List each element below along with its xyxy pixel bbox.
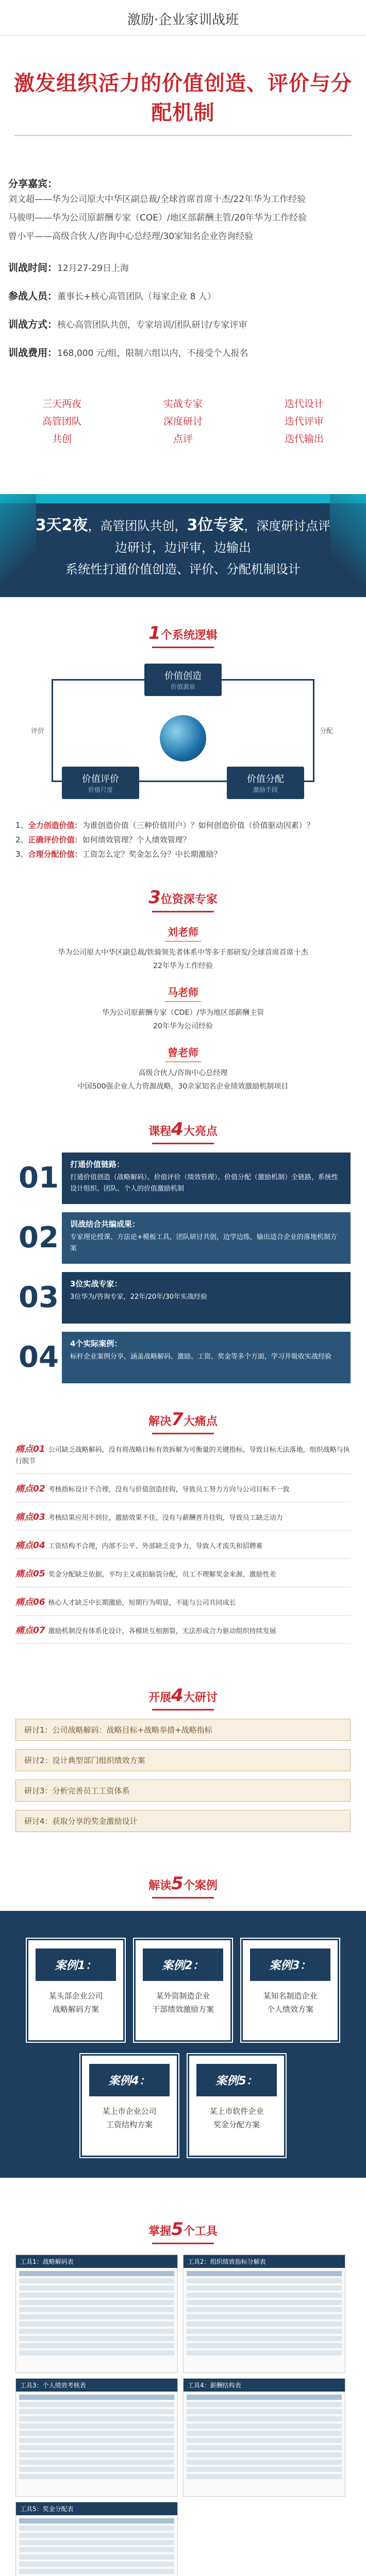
pain-tag: 痛点07 (15, 1625, 45, 1636)
expert-name: 刘老师 (168, 926, 198, 938)
section-prefix: 开展 (148, 1691, 172, 1704)
discussion-item: 研讨1：公司战略解码：战略目标+战略举措+战略指标 (15, 1719, 351, 1741)
questions-list (0, 813, 366, 861)
section-number: 3 (148, 887, 161, 908)
section-title: 大研讨 (183, 1691, 218, 1704)
section-title: 个案例 (183, 1879, 218, 1892)
case-title: 案例1： (36, 1948, 116, 1981)
tool-sheet (15, 2378, 178, 2497)
section-prefix: 掌握 (148, 2225, 172, 2238)
column-line: 迭代设计 (284, 398, 324, 410)
column-2 (142, 395, 224, 448)
highlight-desc: 3位华为/咨询专家，22年/20年/30年实战经验 (70, 1293, 208, 1301)
fee-value: 168,000 元/组，限制六组以内，不接受个人报名 (57, 348, 248, 359)
expert-desc: 中国500强企业人力资源战略，30余家知名企业绩效激励机制项目 (77, 1082, 289, 1091)
form-label: 训战方式： (8, 319, 58, 330)
case-desc: 工资结构方案 (106, 2120, 153, 2129)
section-underline (152, 1709, 214, 1710)
expert-card (0, 984, 366, 1033)
form-row (8, 317, 358, 331)
case-title: 案例2： (143, 1948, 223, 1981)
case-title: 案例3： (250, 1948, 330, 1981)
question-key: 全力创造价值： (28, 821, 82, 830)
section-pains (0, 1409, 366, 1434)
info-block (0, 141, 366, 359)
pain-text: 工资结构不合理，内部不公平、外部缺乏竞争力，导致人才流失和招聘难 (48, 1543, 263, 1550)
pain-item (15, 1535, 351, 1559)
tool-sheet (15, 2255, 178, 2373)
section-cases (0, 1873, 366, 1899)
column-line: 点评 (173, 433, 193, 445)
pain-text: 奖金分配缺乏依据，平均主义或拍脑袋分配，员工不理解奖金来源，激励性差 (48, 1571, 276, 1579)
case-card (134, 1939, 232, 2042)
section-discussions (0, 1685, 366, 1710)
highlight-box (62, 1153, 351, 1204)
highlight-item (15, 1153, 351, 1204)
question-row (15, 847, 351, 861)
section-underline (152, 1897, 214, 1899)
app-header (0, 0, 366, 36)
section-title: 个系统逻辑 (160, 629, 218, 642)
banner-text (0, 515, 366, 580)
section-highlights (0, 1119, 366, 1144)
pain-tag: 痛点05 (15, 1569, 45, 1579)
column-line: 实战专家 (163, 398, 203, 410)
column-line: 迭代输出 (284, 433, 324, 445)
case-desc: 战略解码方案 (52, 2005, 99, 2014)
tool-sheet (183, 2378, 345, 2497)
pain-item (15, 1438, 351, 1474)
banner-line-1 (0, 515, 366, 537)
expert-divider (165, 1061, 201, 1062)
column-1 (21, 395, 103, 448)
question-text: 为谁创造价值（三种价值用户）？如何创造价值（价值驱动因素）？ (82, 821, 314, 830)
expert-desc: 高级合伙人/咨询中心总经理 (138, 1069, 228, 1077)
case-row (0, 2054, 366, 2157)
section-underline (152, 647, 214, 648)
highlight-title: 3位实战专家： (70, 1279, 122, 1289)
expert-desc: 华为公司原薪酬专家（COE）/华为地区部薪酬主管 (102, 1009, 264, 1017)
tool-sheet (15, 2502, 178, 2576)
tool-grid (19, 2395, 174, 2479)
pain-text: 激励机制没有体系化设计，各模块互相割裂，无法形成合力驱动组织持续发展 (48, 1628, 276, 1635)
section-number: 4 (171, 1685, 184, 1706)
section-number: 1 (148, 623, 161, 643)
banner-days: 3天2夜 (35, 516, 88, 534)
speaker-row: 曾小平——高级合伙人/咨询中心总经理/30家知名企业咨询经验 (8, 231, 254, 242)
time-row (8, 260, 358, 274)
expert-divider (165, 1001, 201, 1002)
case-card (80, 2054, 178, 2157)
time-value: 12月27-29日上海 (57, 263, 129, 274)
banner-line-2: 边研讨，边评审，边输出 (115, 540, 251, 555)
expert-desc: 20年华为公司经验 (153, 1022, 213, 1030)
pain-tag: 痛点06 (15, 1597, 45, 1607)
tool-label: 工具5：奖金分配表 (16, 2502, 177, 2515)
section-experts (0, 887, 366, 912)
highlight-item (15, 1212, 351, 1264)
box-sub: 价值源泉 (170, 683, 195, 690)
fee-row (8, 345, 358, 359)
case-card (241, 1939, 339, 2042)
expert-name: 马老师 (168, 986, 198, 998)
speaker-row: 马骏明——华为公司原薪酬专家（COE）/地区部薪酬主管/20年华为工作经验 (8, 213, 307, 223)
highlight-box (62, 1332, 351, 1383)
box-title: 价值评价 (82, 774, 119, 785)
globe-icon (160, 715, 206, 761)
banner-strip (0, 494, 366, 503)
highlight-number: 01 (19, 1161, 59, 1195)
highlight-box (62, 1272, 351, 1324)
section-title: 位资深专家 (160, 893, 218, 906)
value-diagram (31, 658, 335, 813)
pain-tag: 痛点03 (15, 1512, 45, 1522)
highlight-number: 02 (19, 1221, 59, 1255)
expert-name: 曾老师 (168, 1046, 198, 1059)
question-text: 工资怎么定？奖金怎么分？中长期激励？ (82, 850, 222, 859)
section-title: 个工具 (183, 2225, 218, 2238)
value-distribution-box (227, 767, 304, 799)
section-tools (0, 2219, 366, 2244)
question-row (15, 818, 351, 833)
section-prefix: 解决 (148, 1415, 172, 1428)
column-line: 迭代评审 (284, 416, 324, 427)
case-title: 案例4： (89, 2064, 170, 2096)
banner-line-3: 系统性打通价值创造、评价、分配机制设计 (65, 562, 301, 577)
section-title: 大亮点 (183, 1125, 218, 1138)
section-number: 5 (171, 2219, 184, 2240)
banner-line-1d: ，深度研讨点评 (244, 519, 331, 533)
diagram-side-right: 分配 (320, 727, 334, 735)
question-key: 合理分配价值： (28, 850, 82, 859)
case-desc: 某上市企业公司 (102, 2107, 157, 2116)
case-desc: 干部绩效激励方案 (152, 2005, 214, 2014)
section-prefix: 课程 (148, 1125, 172, 1138)
question-num: 1、 (15, 821, 28, 830)
question-row (15, 833, 351, 847)
column-line: 共创 (52, 433, 72, 445)
pain-tag: 痛点01 (15, 1444, 45, 1454)
box-sub: 价值尺度 (88, 786, 113, 793)
discussion-item: 研讨2：设计典型部门组织绩效方案 (15, 1749, 351, 1771)
pain-item (15, 1591, 351, 1616)
section-title: 大痛点 (183, 1415, 218, 1428)
fee-label: 训战费用： (8, 347, 58, 359)
tool-grid (187, 2271, 342, 2355)
case-desc: 某上市软件企业 (209, 2107, 264, 2116)
expert-divider (165, 941, 201, 942)
three-columns (0, 359, 366, 448)
pain-item (15, 1506, 351, 1531)
box-sub: 激励手段 (253, 786, 278, 793)
highlight-title: 训战结合共编成果： (70, 1219, 140, 1229)
question-text: 如何绩效管理？个人绩效管理？ (82, 835, 191, 844)
section-number: 4 (171, 1119, 184, 1140)
pain-item (15, 1478, 351, 1502)
highlight-desc: 专家理论授课、方法论+模板工具，团队研讨共创，边学边练，输出适合企业的落地机制方案 (70, 1233, 337, 1252)
box-title: 价值分配 (247, 774, 284, 785)
discussion-item: 研讨4：获取分享的奖金激励设计 (15, 1810, 351, 1832)
pain-tag: 痛点02 (15, 1484, 45, 1494)
diagram-side-left: 评价 (31, 727, 45, 735)
question-num: 3、 (15, 850, 28, 859)
attendees-label: 参战人员： (8, 291, 58, 302)
expert-card (0, 1044, 366, 1093)
title-area (0, 36, 366, 141)
column-3 (263, 395, 345, 448)
section-underline (152, 1433, 214, 1434)
case-card (27, 1939, 125, 2042)
tool-grid (187, 2395, 342, 2479)
box-title: 价值创造 (164, 671, 202, 682)
section-underline (152, 911, 214, 912)
attendees-row (8, 289, 358, 302)
tool-sheet (183, 2255, 345, 2373)
expert-desc: 华为公司原大中华区副总裁/铁骑领先者体系中等多于那研发/全球首席首席十杰 (58, 948, 308, 957)
case-desc: 某知名制造企业 (263, 1991, 318, 2001)
case-card (188, 2054, 286, 2157)
tool-grid (19, 2518, 174, 2576)
pain-text: 考核指标设计不合理，没有与价值创造挂钩，导致员工努力方向与公司目标不一致 (48, 1486, 290, 1494)
question-num: 2、 (15, 835, 28, 844)
expert-desc: 22年华为工作经验 (153, 962, 213, 970)
column-line: 高管团队 (42, 416, 81, 427)
header-title: 激励·企业家训战班 (127, 12, 239, 28)
section-prefix: 解读 (148, 1879, 172, 1892)
tools-grid (15, 2255, 351, 2576)
highlight-desc: 打通价值创造（战略解码）、价值评价（绩效管理）、价值分配（激励机制）全链路，系统性设计组织、团队、个人的价值激励机制 (70, 1174, 339, 1193)
banner-line-1b: ，高管团队共创， (88, 519, 187, 533)
attendees-value: 董事长+核心高管团队（每家企业 8 人） (57, 292, 216, 302)
expert-card (0, 924, 366, 973)
highlight-box (62, 1212, 351, 1264)
section-underline (152, 2243, 214, 2244)
main-title: 激发组织活力的价值创造、评价与分配机制 (14, 72, 352, 125)
value-evaluation-box (62, 767, 139, 799)
title-divider (14, 135, 351, 136)
highlight-title: 4个实际案例： (70, 1339, 122, 1348)
section-number: 5 (171, 1873, 184, 1894)
time-label: 训战时间： (8, 262, 58, 274)
highlight-desc: 标杆企业案例分享，涵盖战略解码、激励、工资、奖金等多个方面，学习并吸收实战经验 (70, 1353, 332, 1361)
case-desc: 某外资制造企业 (156, 1991, 210, 2001)
highlight-item (15, 1272, 351, 1324)
column-line: 深度研讨 (163, 416, 203, 427)
tool-label: 工具2：组织绩效指标分解表 (184, 2255, 345, 2268)
pain-tag: 痛点04 (15, 1540, 45, 1551)
summary-banner (0, 494, 366, 597)
pain-item (15, 1563, 351, 1587)
banner-experts: 3位专家 (187, 516, 244, 534)
section-underline (152, 1143, 214, 1144)
case-desc: 某头部企业公司 (48, 1991, 103, 2001)
tool-label: 工具4：薪酬结构表 (184, 2379, 345, 2392)
highlight-title: 打通价值链路： (70, 1160, 125, 1169)
pain-text: 考核结果应用不到位，激励效果不佳，没有与薪酬晋升挂钩，导致员工缺乏动力 (48, 1514, 283, 1522)
tool-grid (19, 2271, 174, 2355)
form-value: 核心高管团队共创，专家培训/团队研讨/专家评审 (57, 320, 247, 330)
section-number: 7 (171, 1409, 184, 1430)
case-row (0, 1939, 366, 2042)
case-title: 案例5： (196, 2064, 277, 2096)
highlight-number: 03 (19, 1281, 59, 1314)
speaker-row: 刘文超——华为公司原大中华区副总裁/全球首席首席十杰/22年华为工作经验 (8, 194, 306, 205)
pain-text: 公司缺乏战略解码，没有将战略目标有效拆解为可衡量的关键指标，导致目标无法落地，组织战略与执行脱节 (15, 1446, 350, 1465)
pain-text: 核心人才缺乏中长期激励，短期行为明显，不能与公司共同成长 (48, 1599, 236, 1607)
column-line: 三天两夜 (42, 398, 81, 410)
tool-label: 工具3：个人绩效考核表 (16, 2379, 177, 2392)
case-desc: 个人绩效方案 (267, 2005, 313, 2014)
value-creation-box (144, 664, 222, 696)
section-logic (0, 623, 366, 648)
cases-panel (0, 1911, 366, 2178)
pain-item (15, 1620, 351, 1644)
highlight-number: 04 (19, 1341, 59, 1374)
case-desc: 奖金分配方案 (213, 2120, 260, 2129)
highlight-item (15, 1332, 351, 1383)
tool-label: 工具1：战略解码表 (16, 2255, 177, 2268)
discussion-item: 研讨3：分析完善员工工资体系 (15, 1780, 351, 1802)
question-key: 正确评价价值： (28, 835, 82, 844)
speakers-label: 分享嘉宾： (8, 178, 58, 190)
